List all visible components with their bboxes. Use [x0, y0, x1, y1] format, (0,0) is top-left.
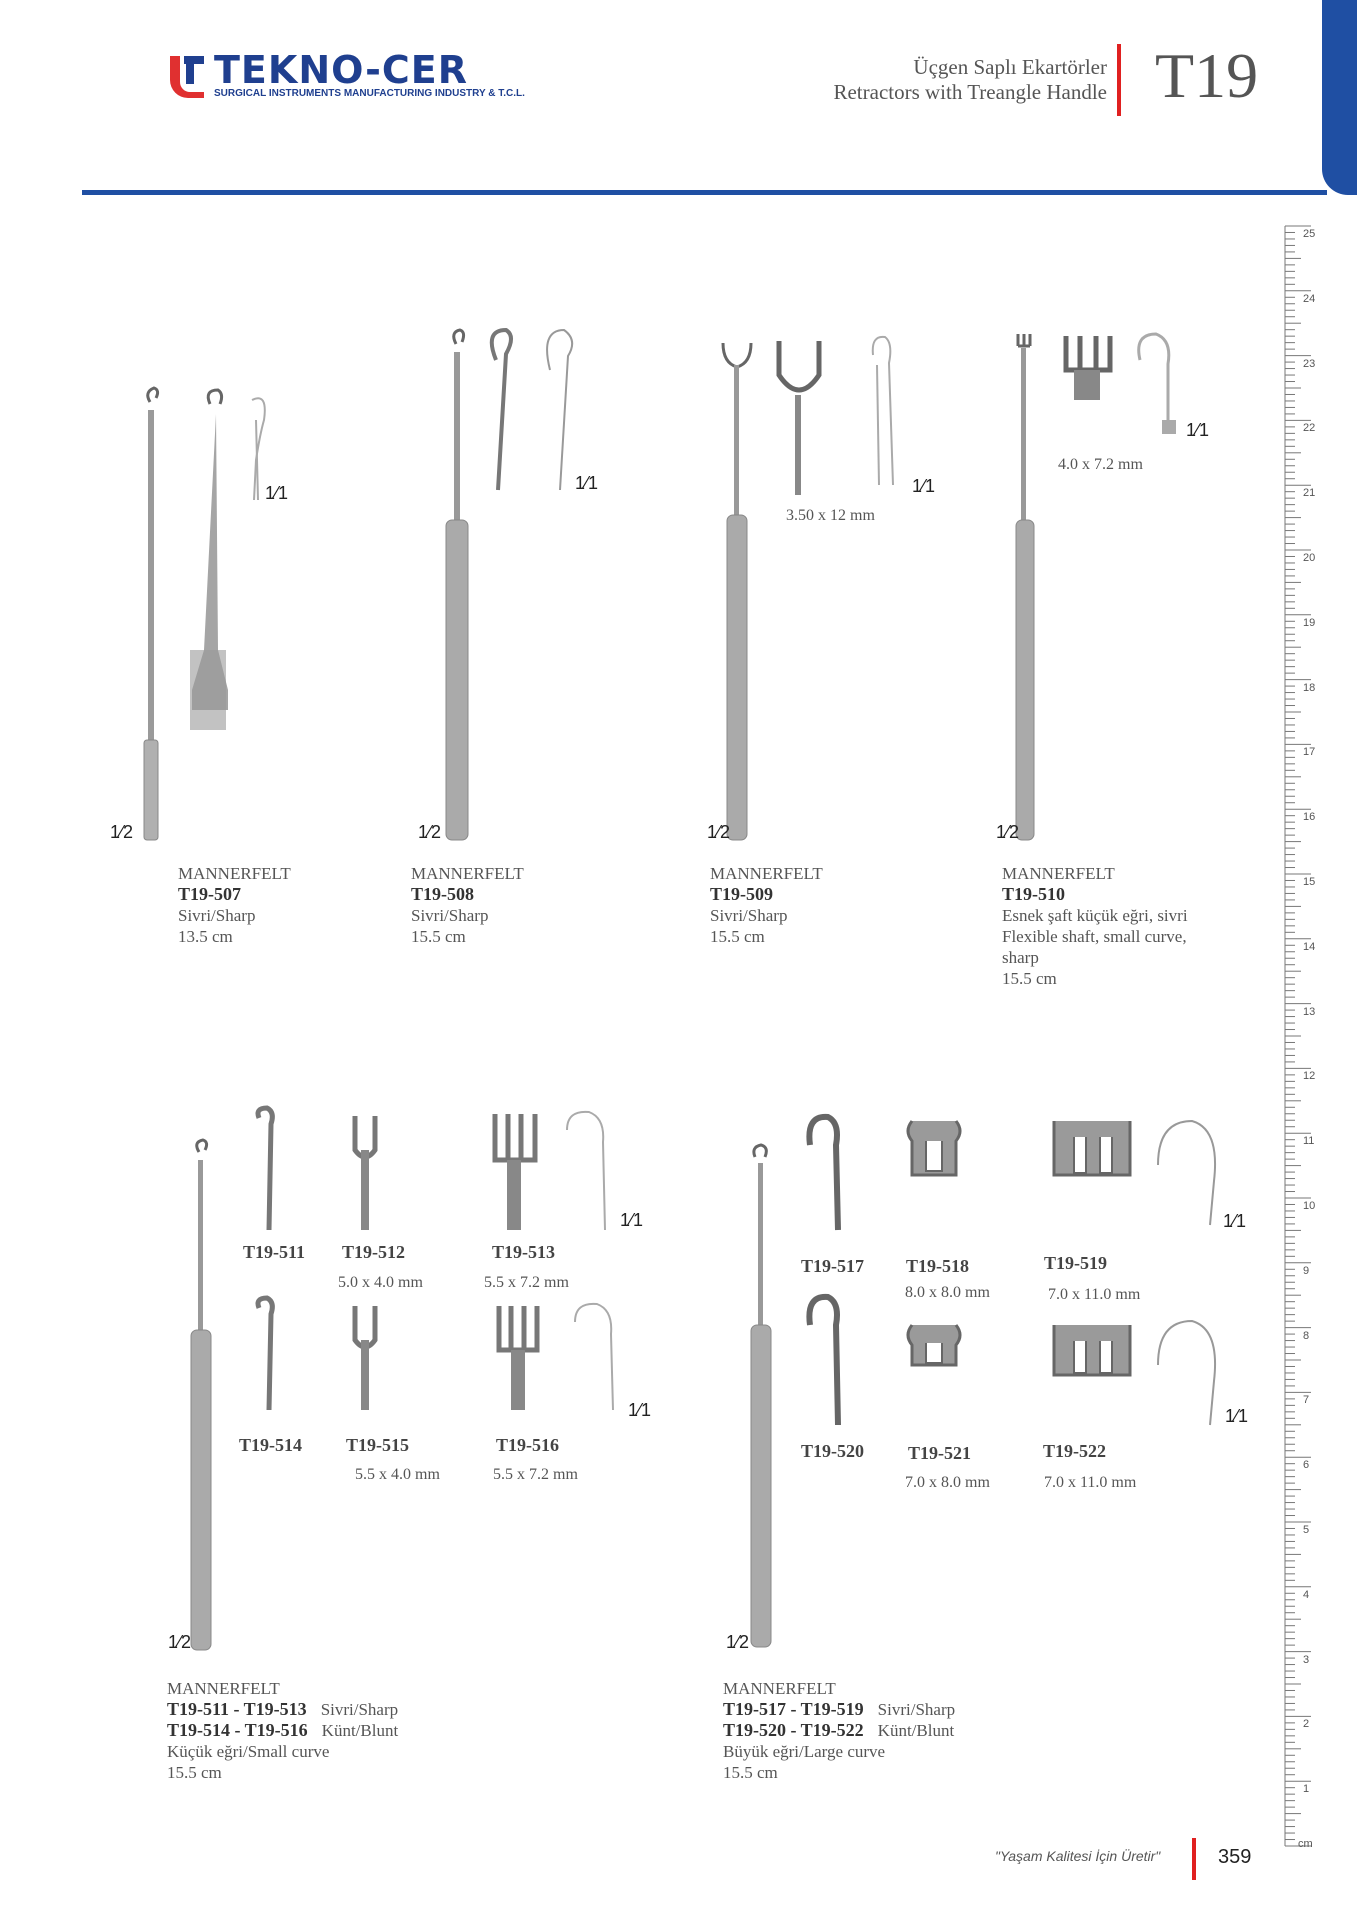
product-brand: MANNERFELT	[710, 864, 823, 883]
section-code: T19	[1155, 40, 1259, 111]
instrument-t19-510-drawing	[1010, 330, 1230, 850]
product-desc: Sivri/Sharp	[411, 906, 489, 925]
scale-full: 1⁄1	[1225, 1406, 1249, 1426]
variant-dimension: 7.0 x 8.0 mm	[905, 1474, 990, 1491]
variant-dimension: 7.0 x 11.0 mm	[1044, 1474, 1137, 1491]
ruler-number: 23	[1303, 357, 1316, 370]
scale-full: 1⁄1	[912, 476, 936, 496]
instrument-t19-511-handle-drawing	[185, 1140, 225, 1660]
product-desc: Esnek şaft küçük eğri, sivri	[1002, 906, 1188, 925]
scale-half: 1⁄2	[418, 822, 442, 842]
variant-code: T19-512	[342, 1242, 405, 1262]
ruler-number: 11	[1303, 1135, 1315, 1148]
variant-code: T19-515	[346, 1435, 409, 1455]
ruler-number: 8	[1303, 1329, 1310, 1342]
group-brand: MANNERFELT	[723, 1679, 836, 1698]
variant-dimension: 7.0 x 11.0 mm	[1048, 1286, 1141, 1303]
group-range-blunt: T19-514 - T19-516	[167, 1720, 308, 1740]
group-range-sharp: T19-517 - T19-519	[723, 1699, 864, 1719]
scale-full: 1⁄1	[1223, 1211, 1247, 1231]
product-code: T19-510	[1002, 884, 1065, 904]
variant-code: T19-521	[908, 1443, 971, 1463]
group-curve: Büyük eğri/Large curve	[723, 1742, 886, 1761]
caption-t19-507	[178, 863, 291, 947]
ruler-number: 21	[1303, 487, 1316, 500]
variant-code: T19-519	[1044, 1253, 1107, 1273]
scale-half: 1⁄2	[726, 1632, 750, 1652]
product-code: T19-508	[411, 884, 474, 904]
variant-dimension: 5.5 x 7.2 mm	[493, 1466, 578, 1483]
ruler-number: 20	[1303, 552, 1316, 564]
dimension-t19-510: 4.0 x 7.2 mm	[1058, 456, 1143, 473]
variant-code: T19-513	[492, 1242, 555, 1262]
ruler-number: 16	[1303, 811, 1316, 824]
ruler-number: 7	[1303, 1394, 1310, 1407]
dimension-t19-509: 3.50 x 12 mm	[786, 507, 875, 524]
scale-half: 1⁄2	[110, 822, 134, 842]
tip-drawings-right	[800, 1115, 1230, 1435]
header-rule	[82, 190, 1327, 195]
section-title-en: Retractors with Treangle Handle	[833, 80, 1107, 104]
ruler-number: 18	[1303, 681, 1316, 694]
ruler-number: 14	[1303, 940, 1316, 953]
ruler-unit: cm	[1298, 1838, 1313, 1850]
caption-t19-510	[1002, 863, 1188, 989]
group-brand: MANNERFELT	[167, 1679, 280, 1698]
product-brand: MANNERFELT	[411, 864, 524, 883]
instrument-t19-509-drawing	[715, 335, 935, 845]
ruler-number: 12	[1303, 1070, 1316, 1083]
scale-full: 1⁄1	[575, 473, 599, 493]
ruler-number: 19	[1303, 616, 1316, 629]
variant-code: T19-517	[801, 1256, 864, 1276]
ruler-number: 5	[1303, 1524, 1310, 1536]
tip-drawings-left	[245, 1110, 645, 1430]
brand-subtitle: SURGICAL INSTRUMENTS MANUFACTURING INDUSTRY & T.C.L.	[214, 88, 525, 99]
ruler-number: 3	[1303, 1653, 1310, 1666]
brand-logo	[160, 48, 525, 100]
group-range-blunt-desc: Künt/Blunt	[877, 1721, 955, 1740]
product-desc-en: Flexible shaft, small curve,	[1002, 927, 1187, 946]
group-range-blunt-desc: Künt/Blunt	[321, 1721, 399, 1740]
product-length: 15.5 cm	[1002, 969, 1057, 988]
product-length: 15.5 cm	[411, 927, 466, 946]
header-divider	[1117, 44, 1121, 116]
group-length: 15.5 cm	[723, 1763, 778, 1782]
instrument-t19-508-drawing	[430, 330, 610, 850]
scale-half: 1⁄2	[168, 1632, 192, 1652]
ruler-number: 25	[1303, 228, 1316, 240]
ruler-number: 13	[1303, 1005, 1316, 1018]
ruler-number: 17	[1303, 746, 1316, 759]
product-length: 13.5 cm	[178, 927, 233, 946]
caption-t19-508	[411, 863, 524, 947]
footer-slogan: "Yaşam Kalitesi İçin Üretir"	[995, 1848, 1161, 1864]
product-desc-en-2: sharp	[1002, 948, 1039, 967]
variant-code: T19-522	[1043, 1441, 1106, 1461]
footer-divider	[1192, 1838, 1196, 1880]
scale-full: 1⁄1	[265, 483, 289, 503]
page-number: 359	[1218, 1846, 1252, 1868]
section-title-tr: Üçgen Saplı Ekartörler	[913, 55, 1107, 79]
caption-group-left	[167, 1678, 398, 1783]
scale-half: 1⁄2	[996, 822, 1020, 842]
corner-accent	[1322, 0, 1357, 195]
group-range-sharp-desc: Sivri/Sharp	[877, 1700, 956, 1719]
instrument-t19-507-drawing	[100, 390, 300, 850]
ruler-number: 15	[1303, 876, 1316, 888]
product-brand: MANNERFELT	[1002, 864, 1115, 883]
group-range-sharp-desc: Sivri/Sharp	[320, 1700, 399, 1719]
group-length: 15.5 cm	[167, 1763, 222, 1782]
variant-dimension: 5.0 x 4.0 mm	[338, 1274, 423, 1291]
caption-group-right	[723, 1678, 955, 1783]
ruler-number: 1	[1303, 1783, 1310, 1796]
variant-dimension: 5.5 x 4.0 mm	[355, 1466, 440, 1483]
scale-full: 1⁄1	[1186, 420, 1210, 440]
scale-half: 1⁄2	[707, 822, 731, 842]
product-code: T19-507	[178, 884, 241, 904]
product-code: T19-509	[710, 884, 773, 904]
variant-code: T19-511	[243, 1242, 306, 1262]
variant-dimension: 5.5 x 7.2 mm	[484, 1274, 569, 1291]
section-title	[833, 55, 1107, 105]
product-length: 15.5 cm	[710, 927, 765, 946]
caption-t19-509	[710, 863, 823, 947]
ruler-number: 6	[1303, 1459, 1310, 1472]
scale-full: 1⁄1	[628, 1400, 652, 1420]
product-brand: MANNERFELT	[178, 864, 291, 883]
product-desc: Sivri/Sharp	[710, 906, 788, 925]
instrument-t19-517-handle-drawing	[745, 1145, 785, 1655]
scale-full: 1⁄1	[620, 1210, 644, 1230]
ruler-number: 4	[1303, 1588, 1310, 1601]
group-range-blunt: T19-520 - T19-522	[723, 1720, 864, 1740]
ruler-number: 9	[1303, 1264, 1310, 1277]
variant-code: T19-516	[496, 1435, 559, 1455]
variant-code: T19-518	[906, 1256, 969, 1276]
variant-dimension: 8.0 x 8.0 mm	[905, 1284, 990, 1301]
variant-code: T19-520	[801, 1441, 864, 1461]
group-curve: Küçük eğri/Small curve	[167, 1742, 330, 1761]
ruler-number: 10	[1303, 1200, 1316, 1212]
ruler-number: 22	[1303, 422, 1316, 435]
brand-mark-icon	[160, 52, 208, 100]
brand-name: TEKNO-CER	[214, 48, 469, 92]
group-range-sharp: T19-511 - T19-513	[167, 1699, 307, 1719]
ruler-number: 2	[1303, 1718, 1310, 1731]
product-desc: Sivri/Sharp	[178, 906, 256, 925]
ruler-number: 24	[1303, 292, 1316, 305]
variant-code: T19-514	[239, 1435, 302, 1455]
